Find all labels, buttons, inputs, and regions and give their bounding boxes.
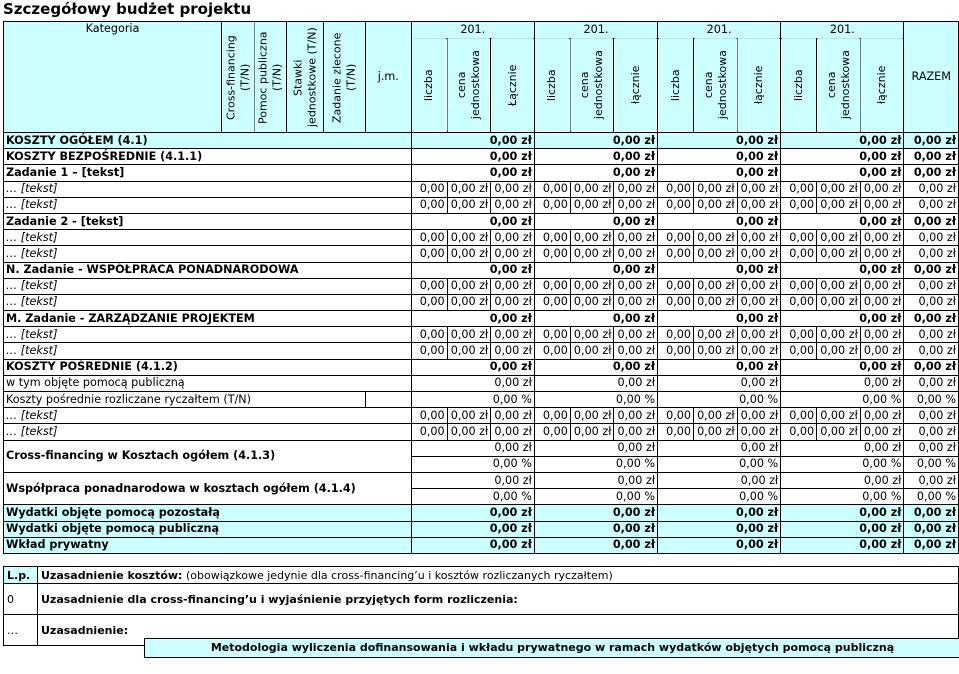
header-pomoc-publiczna: Pomoc publiczna (T/N) (254, 22, 287, 133)
value-cell: 0,00 zł (694, 246, 738, 262)
value-cell[interactable]: 0,00 (411, 294, 447, 310)
value-cell: 0,00 zł (904, 440, 959, 456)
row-zadanie-n (4, 262, 959, 278)
value-cell: 0,00 zł (491, 230, 535, 246)
row-label: Zadanie 1 – [tekst] (4, 165, 412, 181)
row-label: … [tekst] (4, 246, 412, 262)
header-liczba: liczba (411, 38, 447, 132)
row-label: … [tekst] (4, 181, 412, 197)
value-cell: 0,00 zł (817, 327, 861, 343)
value-cell[interactable]: 0,00 (781, 181, 817, 197)
header-year-3: 201. (658, 22, 781, 39)
table-row[interactable] (4, 181, 959, 197)
value-cell[interactable]: 0,00 (781, 246, 817, 262)
value-cell: 0,00 % (658, 392, 781, 408)
header-lacznie: Łącznie (491, 38, 535, 132)
value-cell: 0,00 zł (860, 294, 904, 310)
value-cell[interactable]: 0,00 (534, 408, 570, 424)
value-cell[interactable]: 0,00 (534, 230, 570, 246)
value-cell: 0,00 zł (658, 133, 781, 149)
value-cell: 0,00 % (781, 489, 904, 505)
uzasadnienie-note: (obowiązkowe jedynie dla cross-financing’u i kosztów rozliczanych ryczałtem) (182, 568, 613, 582)
row-label: KOSZTY POŚREDNIE (4.1.2) (4, 359, 412, 375)
row-wklad (4, 537, 959, 553)
header-cena: cena jednostkowa (570, 38, 614, 132)
row-label: Współpraca ponadnarodowa w kosztach ogółem (4.1.4) (4, 472, 412, 504)
value-cell: 0,00 zł (570, 343, 614, 359)
value-cell: 0,00 zł (658, 521, 781, 537)
value-cell: 0,00 zł (694, 197, 738, 213)
header-liczba: liczba (658, 38, 694, 132)
value-cell: 0,00 zł (614, 278, 658, 294)
row-label: Wydatki objęte pomocą publiczną (4, 521, 412, 537)
value-cell: 0,00 zł (534, 537, 657, 553)
value-cell[interactable]: 0,00 (534, 181, 570, 197)
value-cell: 0,00 zł (614, 424, 658, 440)
value-cell: 0,00 zł (781, 521, 904, 537)
budget-table (3, 21, 959, 554)
lp-cell: … (4, 615, 38, 646)
header-cena: cena jednostkowa (817, 38, 861, 132)
row-zadanie-1 (4, 165, 959, 181)
value-cell: 0,00 zł (817, 181, 861, 197)
value-cell: 0,00 zł (411, 375, 534, 391)
value-cell: 0,00 zł (570, 278, 614, 294)
row-label: Cross-financing w Kosztach ogółem (4.1.3) (4, 440, 412, 472)
metodologia-header: Metodologia wyliczenia dofinansowania i wkładu prywatnego w ramach wydatków objętych pomocą publiczną (144, 638, 959, 658)
header-lacznie: łącznie (860, 38, 904, 132)
value-cell: 0,00 zł (411, 133, 534, 149)
value-cell: 0,00 zł (658, 472, 781, 488)
value-cell: 0,00 zł (570, 424, 614, 440)
value-cell: 0,00 % (781, 456, 904, 472)
value-cell[interactable]: 0,00 (781, 343, 817, 359)
value-cell: 0,00 zł (411, 165, 534, 181)
value-cell: 0,00 zł (737, 327, 781, 343)
value-cell: 0,00 zł (817, 246, 861, 262)
value-cell: 0,00 % (411, 456, 534, 472)
value-cell: 0,00 zł (614, 343, 658, 359)
value-cell: 0,00 zł (694, 343, 738, 359)
row-label: … [tekst] (4, 230, 412, 246)
value-cell: 0,00 zł (904, 408, 959, 424)
value-cell: 0,00 zł (614, 230, 658, 246)
value-cell: 0,00 zł (737, 294, 781, 310)
value-cell: 0,00 zł (534, 262, 657, 278)
row-label: … [tekst] (4, 294, 412, 310)
value-cell: 0,00 zł (737, 408, 781, 424)
value-cell: 0,00 zł (904, 278, 959, 294)
value-cell: 0,00 zł (694, 408, 738, 424)
value-cell: 0,00 zł (614, 327, 658, 343)
value-cell: 0,00 zł (860, 327, 904, 343)
value-cell: 0,00 zł (904, 359, 959, 375)
value-cell: 0,00 zł (904, 311, 959, 327)
value-cell[interactable]: 0,00 (534, 294, 570, 310)
value-cell: 0,00 zł (860, 408, 904, 424)
value-cell[interactable]: 0,00 (781, 197, 817, 213)
row-wydatki-publiczna (4, 521, 959, 537)
row-label: … [tekst] (4, 408, 412, 424)
value-cell: 0,00 zł (817, 343, 861, 359)
row-koszty-ogolem (4, 133, 959, 149)
value-cell: 0,00 zł (411, 359, 534, 375)
value-cell: 0,00 zł (817, 230, 861, 246)
value-cell: 0,00 zł (614, 197, 658, 213)
row-pomoc-publiczna (4, 375, 959, 391)
header-razem: RAZEM (904, 22, 959, 133)
header-year-4: 201. (781, 22, 904, 39)
value-cell: 0,00 zł (534, 149, 657, 165)
value-cell[interactable]: 0,00 (534, 246, 570, 262)
value-cell: 0,00 zł (694, 424, 738, 440)
value-cell: 0,00 zł (491, 424, 535, 440)
ryczalt-flag-input[interactable] (365, 392, 411, 408)
value-cell: 0,00 zł (781, 472, 904, 488)
value-cell[interactable]: 0,00 (411, 230, 447, 246)
value-cell: 0,00 zł (570, 408, 614, 424)
lp-cell: 0 (4, 584, 38, 615)
header-lacznie: łącznie (737, 38, 781, 132)
value-cell: 0,00 zł (491, 294, 535, 310)
header-year-2: 201. (534, 22, 657, 39)
row-label: Zadanie 2 - [tekst] (4, 213, 412, 229)
value-cell: 0,00 zł (904, 327, 959, 343)
value-cell: 0,00 zł (411, 262, 534, 278)
value-cell: 0,00 % (411, 392, 534, 408)
value-cell: 0,00 zł (447, 408, 491, 424)
value-cell: 0,00 zł (817, 424, 861, 440)
table-row[interactable] (4, 230, 959, 246)
page-title: Szczegółowy budżet projektu (3, 0, 252, 18)
row-label: … [tekst] (4, 278, 412, 294)
value-cell: 0,00 zł (904, 521, 959, 537)
value-cell: 0,00 zł (817, 408, 861, 424)
value-cell: 0,00 zł (491, 246, 535, 262)
value-cell[interactable]: 0,00 (534, 343, 570, 359)
value-cell[interactable]: 0,00 (411, 343, 447, 359)
value-cell: 0,00 zł (411, 440, 534, 456)
value-cell: 0,00 zł (491, 343, 535, 359)
row-label: w tym objęte pomocą publiczną (4, 375, 412, 391)
value-cell: 0,00 zł (904, 505, 959, 521)
value-cell: 0,00 zł (817, 294, 861, 310)
value-cell[interactable]: 0,00 (411, 246, 447, 262)
row-label: Wydatki objęte pomocą pozostałą (4, 505, 412, 521)
justification-table (3, 566, 959, 646)
value-cell[interactable]: 0,00 (781, 278, 817, 294)
value-cell: 0,00 zł (491, 408, 535, 424)
value-cell: 0,00 zł (904, 294, 959, 310)
value-cell: 0,00 % (534, 392, 657, 408)
table-row[interactable] (4, 343, 959, 359)
value-cell: 0,00 zł (658, 165, 781, 181)
value-cell: 0,00 zł (411, 149, 534, 165)
lp-header: L.p. (4, 567, 38, 584)
uzasadnienie-title: Uzasadnienie kosztów: (41, 568, 183, 582)
value-cell: 0,00 zł (904, 149, 959, 165)
table-row[interactable] (4, 246, 959, 262)
row-koszty-posrednie (4, 359, 959, 375)
uzasadnienie-field[interactable]: Uzasadnienie: (38, 615, 959, 646)
value-cell: 0,00 zł (781, 311, 904, 327)
value-cell: 0,00 zł (491, 327, 535, 343)
value-cell: 0,00 % (904, 392, 959, 408)
value-cell[interactable]: 0,00 (658, 181, 694, 197)
value-cell: 0,00 zł (781, 149, 904, 165)
value-cell[interactable]: 0,00 (411, 424, 447, 440)
uzasadnienie-kosztow (38, 567, 959, 584)
value-cell: 0,00 zł (614, 246, 658, 262)
value-cell[interactable]: 0,00 (658, 246, 694, 262)
value-cell: 0,00 zł (904, 375, 959, 391)
value-cell[interactable]: 0,00 (658, 230, 694, 246)
value-cell: 0,00 zł (904, 424, 959, 440)
table-row[interactable] (4, 197, 959, 213)
value-cell: 0,00 zł (658, 149, 781, 165)
value-cell: 0,00 % (781, 392, 904, 408)
value-cell[interactable]: 0,00 (411, 197, 447, 213)
value-cell[interactable]: 0,00 (658, 294, 694, 310)
value-cell: 0,00 zł (570, 197, 614, 213)
value-cell: 0,00 zł (447, 278, 491, 294)
value-cell: 0,00 zł (781, 505, 904, 521)
value-cell: 0,00 zł (737, 197, 781, 213)
value-cell: 0,00 zł (694, 230, 738, 246)
value-cell[interactable]: 0,00 (781, 294, 817, 310)
value-cell: 0,00 zł (614, 408, 658, 424)
value-cell: 0,00 zł (860, 246, 904, 262)
row-label: … [tekst] (4, 197, 412, 213)
header-cross-financing: Cross-financing (T/N) (222, 22, 255, 133)
value-cell[interactable]: 0,00 (534, 424, 570, 440)
value-cell: 0,00 zł (534, 213, 657, 229)
value-cell: 0,00 zł (534, 505, 657, 521)
value-cell: 0,00 % (411, 489, 534, 505)
value-cell[interactable]: 0,00 (781, 424, 817, 440)
value-cell: 0,00 zł (447, 197, 491, 213)
row-label: Koszty pośrednie rozliczane ryczałtem (T/N) (4, 392, 366, 408)
value-cell: 0,00 zł (534, 311, 657, 327)
table-row[interactable] (4, 278, 959, 294)
value-cell: 0,00 zł (904, 262, 959, 278)
value-cell: 0,00 zł (737, 424, 781, 440)
value-cell: 0,00 zł (904, 537, 959, 553)
value-cell: 0,00 zł (737, 181, 781, 197)
value-cell: 0,00 zł (570, 327, 614, 343)
row-wydatki-pozostala (4, 505, 959, 521)
value-cell: 0,00 zł (658, 262, 781, 278)
header-cena: cena jednostkowa (447, 38, 491, 132)
value-cell: 0,00 zł (491, 278, 535, 294)
value-cell[interactable]: 0,00 (781, 408, 817, 424)
header-zadanie-zlecone: Zadanie zlecone (T/N) (324, 22, 365, 133)
row-label: KOSZTY OGÓŁEM (4.1) (4, 133, 412, 149)
header-jm: j.m. (365, 22, 411, 133)
value-cell[interactable]: 0,00 (411, 181, 447, 197)
row-cross-ogolem (4, 440, 959, 456)
value-cell[interactable]: 0,00 (658, 343, 694, 359)
table-row[interactable] (4, 327, 959, 343)
value-cell: 0,00 zł (570, 294, 614, 310)
value-cell: 0,00 zł (694, 294, 738, 310)
value-cell: 0,00 zł (447, 294, 491, 310)
value-cell: 0,00 zł (658, 537, 781, 553)
value-cell: 0,00 % (658, 489, 781, 505)
table-row[interactable] (4, 294, 959, 310)
value-cell: 0,00 zł (534, 375, 657, 391)
value-cell: 0,00 zł (411, 311, 534, 327)
value-cell: 0,00 % (904, 489, 959, 505)
row-zadanie-m (4, 311, 959, 327)
value-cell: 0,00 zł (658, 375, 781, 391)
value-cell: 0,00 zł (781, 165, 904, 181)
header-liczba: liczba (534, 38, 570, 132)
value-cell: 0,00 zł (904, 181, 959, 197)
value-cell: 0,00 zł (737, 343, 781, 359)
value-cell: 0,00 zł (817, 197, 861, 213)
row-koszty-bezposrednie (4, 149, 959, 165)
header-lacznie: łącznie (614, 38, 658, 132)
value-cell: 0,00 zł (904, 213, 959, 229)
value-cell: 0,00 zł (614, 294, 658, 310)
value-cell: 0,00 zł (860, 424, 904, 440)
value-cell[interactable]: 0,00 (411, 408, 447, 424)
uzasadnienie-cf-field[interactable]: Uzasadnienie dla cross-financing’u i wyjaśnienie przyjętych form rozliczenia: (38, 584, 959, 615)
value-cell: 0,00 zł (491, 181, 535, 197)
value-cell: 0,00 zł (904, 472, 959, 488)
row-label: M. Zadanie - ZARZĄDZANIE PROJEKTEM (4, 311, 412, 327)
value-cell: 0,00 zł (904, 230, 959, 246)
value-cell: 0,00 zł (447, 230, 491, 246)
row-label: … [tekst] (4, 424, 412, 440)
value-cell: 0,00 zł (694, 181, 738, 197)
value-cell: 0,00 zł (534, 359, 657, 375)
value-cell: 0,00 zł (411, 505, 534, 521)
value-cell: 0,00 zł (411, 537, 534, 553)
value-cell: 0,00 zł (904, 246, 959, 262)
value-cell: 0,00 zł (904, 197, 959, 213)
value-cell[interactable]: 0,00 (411, 278, 447, 294)
value-cell: 0,00 % (658, 456, 781, 472)
value-cell: 0,00 zł (781, 133, 904, 149)
value-cell: 0,00 zł (447, 246, 491, 262)
value-cell: 0,00 zł (534, 521, 657, 537)
value-cell: 0,00 zł (860, 230, 904, 246)
value-cell: 0,00 zł (781, 440, 904, 456)
value-cell[interactable]: 0,00 (534, 327, 570, 343)
value-cell: 0,00 zł (658, 311, 781, 327)
value-cell: 0,00 zł (694, 327, 738, 343)
value-cell: 0,00 zł (570, 181, 614, 197)
value-cell: 0,00 zł (781, 537, 904, 553)
value-cell[interactable]: 0,00 (534, 197, 570, 213)
value-cell: 0,00 zł (411, 472, 534, 488)
value-cell: 0,00 % (534, 489, 657, 505)
value-cell[interactable]: 0,00 (658, 327, 694, 343)
header-year-1: 201. (411, 22, 534, 39)
value-cell: 0,00 zł (904, 133, 959, 149)
header-liczba: liczba (781, 38, 817, 132)
value-cell[interactable]: 0,00 (781, 230, 817, 246)
value-cell: 0,00 zł (860, 278, 904, 294)
value-cell: 0,00 zł (570, 246, 614, 262)
value-cell: 0,00 zł (817, 278, 861, 294)
value-cell: 0,00 zł (904, 343, 959, 359)
row-label: … [tekst] (4, 343, 412, 359)
value-cell: 0,00 zł (904, 165, 959, 181)
value-cell: 0,00 zł (534, 472, 657, 488)
row-label: KOSZTY BEZPOŚREDNIE (4.1.1) (4, 149, 412, 165)
value-cell: 0,00 zł (860, 343, 904, 359)
table-row[interactable] (4, 424, 959, 440)
value-cell: 0,00 zł (737, 246, 781, 262)
header-kategoria: Kategoria (4, 22, 222, 133)
value-cell: 0,00 zł (534, 440, 657, 456)
header-stawki: Stawki jednostkowe (T/N) (287, 22, 324, 133)
value-cell[interactable]: 0,00 (534, 278, 570, 294)
value-cell[interactable]: 0,00 (411, 327, 447, 343)
row-label: Wkład prywatny (4, 537, 412, 553)
value-cell: 0,00 zł (860, 181, 904, 197)
value-cell[interactable]: 0,00 (658, 197, 694, 213)
value-cell: 0,00 zł (411, 521, 534, 537)
table-row[interactable] (4, 408, 959, 424)
value-cell: 0,00 zł (781, 359, 904, 375)
value-cell: 0,00 zł (570, 230, 614, 246)
value-cell: 0,00 zł (694, 278, 738, 294)
value-cell: 0,00 zł (781, 375, 904, 391)
row-zadanie-2 (4, 213, 959, 229)
value-cell: 0,00 zł (737, 230, 781, 246)
value-cell: 0,00 zł (614, 181, 658, 197)
value-cell: 0,00 zł (781, 213, 904, 229)
value-cell: 0,00 zł (658, 505, 781, 521)
row-ryczalt (4, 392, 959, 408)
value-cell: 0,00 zł (658, 213, 781, 229)
value-cell: 0,00 % (904, 456, 959, 472)
value-cell[interactable]: 0,00 (658, 424, 694, 440)
row-wspolpraca-ogolem (4, 472, 959, 488)
value-cell[interactable]: 0,00 (658, 278, 694, 294)
row-label: N. Zadanie - WSPÓŁPRACA PONADNARODOWA (4, 262, 412, 278)
header-cena: cena jednostkowa (694, 38, 738, 132)
value-cell: 0,00 zł (737, 278, 781, 294)
value-cell: 0,00 zł (447, 424, 491, 440)
value-cell: 0,00 zł (411, 213, 534, 229)
value-cell: 0,00 zł (447, 327, 491, 343)
value-cell: 0,00 zł (658, 440, 781, 456)
value-cell: 0,00 % (534, 456, 657, 472)
value-cell: 0,00 zł (491, 197, 535, 213)
value-cell: 0,00 zł (534, 133, 657, 149)
value-cell: 0,00 zł (447, 343, 491, 359)
value-cell: 0,00 zł (860, 197, 904, 213)
value-cell[interactable]: 0,00 (781, 327, 817, 343)
row-label: … [tekst] (4, 327, 412, 343)
value-cell: 0,00 zł (781, 262, 904, 278)
value-cell: 0,00 zł (658, 359, 781, 375)
value-cell: 0,00 zł (534, 165, 657, 181)
value-cell[interactable]: 0,00 (658, 408, 694, 424)
value-cell: 0,00 zł (447, 181, 491, 197)
